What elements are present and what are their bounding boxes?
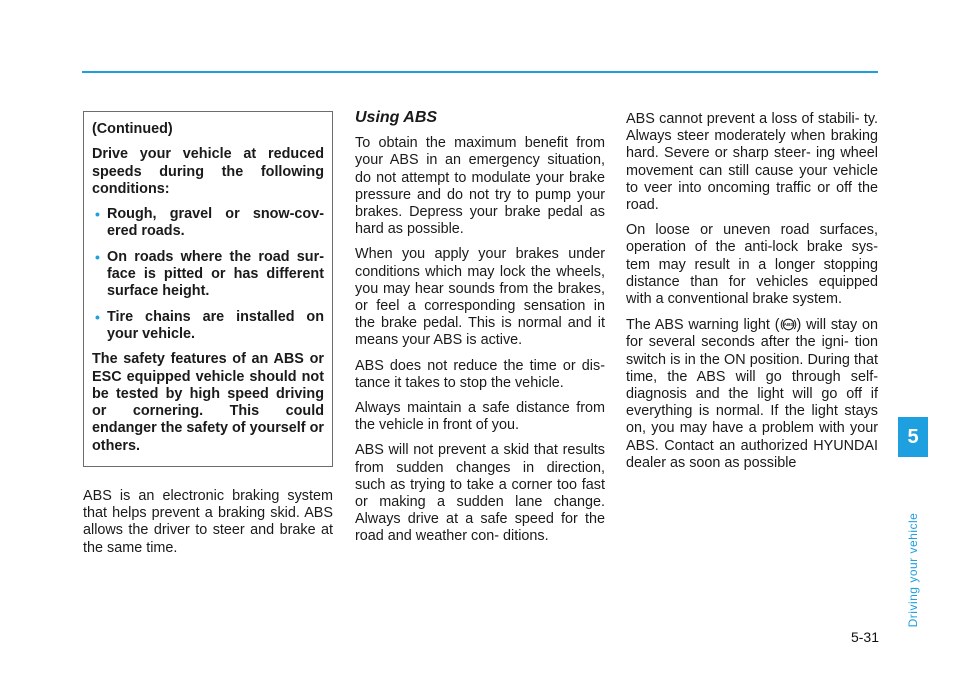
- using-abs-paragraph: ABS will not prevent a skid that results from sudden changes in direction, such as trying to take a corner too fast or making a sudden lane change. Always drive at a safe speed for the road and weather con- ditions.: [355, 442, 605, 545]
- page-number: 5-31: [850, 629, 879, 645]
- warning-light-text-after: ) will stay on for several seconds after the igni- tion switch is in the ON position. During that time, the ABS will go through self-diagnosis and the light will go off if everything is normal. If the light stays on, you may have a problem with your ABS. Contact an authorized HYUNDAI dealer as soon as possible: [626, 317, 878, 471]
- abs-intro-paragraph: ABS is an electronic braking system that helps prevent a braking skid. ABS allows the driver to steer and brake at the same time.: [83, 488, 333, 556]
- bullet-text: Rough, gravel or snow-cov- ered roads.: [107, 206, 324, 240]
- warning-box: [83, 111, 333, 467]
- using-abs-paragraph: ABS does not reduce the time or dis- tance it takes to stop the vehicle.: [355, 357, 605, 391]
- warning-bullet-list: [92, 206, 324, 343]
- list-item: [92, 206, 324, 241]
- abs-loose-surface-paragraph: On loose or uneven road surfaces, operation of the anti-lock brake sys- tem may result in a longer stopping distance than for vehicles equipped with a conventional brake system.: [626, 222, 878, 308]
- using-abs-heading: Using ABS: [355, 109, 438, 126]
- right-column: [626, 111, 878, 480]
- abs-warning-light-icon: [780, 316, 797, 333]
- middle-column: [355, 109, 605, 554]
- warning-light-text-before: The ABS warning light (: [626, 317, 780, 334]
- bullet-icon: •: [95, 206, 100, 223]
- abs-warning-light-paragraph: [626, 316, 878, 472]
- warning-closing: The safety features of an ABS or ESC equipped vehicle should not be tested by high speed driving or cornering. This could endanger the safety of yourself or others.: [92, 351, 324, 454]
- abs-icon-text: ABS: [783, 322, 793, 328]
- warning-intro: Drive your vehicle at reduced speeds during the following conditions:: [92, 146, 324, 197]
- list-item: [92, 309, 324, 344]
- using-abs-paragraph: When you apply your brakes under conditions which may lock the wheels, you may hear sounds from the brakes, or feel a corresponding sensation in the brake pedal. This is normal and it means your ABS is active.: [355, 246, 605, 349]
- bullet-text: Tire chains are installed on your vehicle.: [107, 308, 324, 342]
- header-rule: [82, 71, 878, 73]
- chapter-label: Driving your vehicle: [906, 512, 920, 628]
- using-abs-paragraph: Always maintain a safe distance from the vehicle in front of you.: [355, 400, 605, 434]
- using-abs-paragraph: To obtain the maximum benefit from your ABS in an emergency situation, do not attempt to modulate your brake pressure and do not try to pump your brakes. Depress your brake pedal as hard as possible.: [355, 135, 605, 238]
- chapter-number-tab: 5: [898, 417, 928, 457]
- warning-continued: (Continued): [92, 121, 173, 137]
- abs-stability-paragraph: ABS cannot prevent a loss of stabili- ty. Always steer moderately when braking hard. Severe or sharp steer- ing wheel movement can still cause your vehicle to veer into oncoming traffic or off the road.: [626, 111, 878, 214]
- bullet-icon: •: [95, 248, 100, 265]
- left-column: [83, 111, 333, 565]
- list-item: [92, 249, 324, 301]
- bullet-icon: •: [95, 308, 100, 325]
- bullet-text: On roads where the road sur- face is pitted or has different surface height.: [107, 248, 324, 300]
